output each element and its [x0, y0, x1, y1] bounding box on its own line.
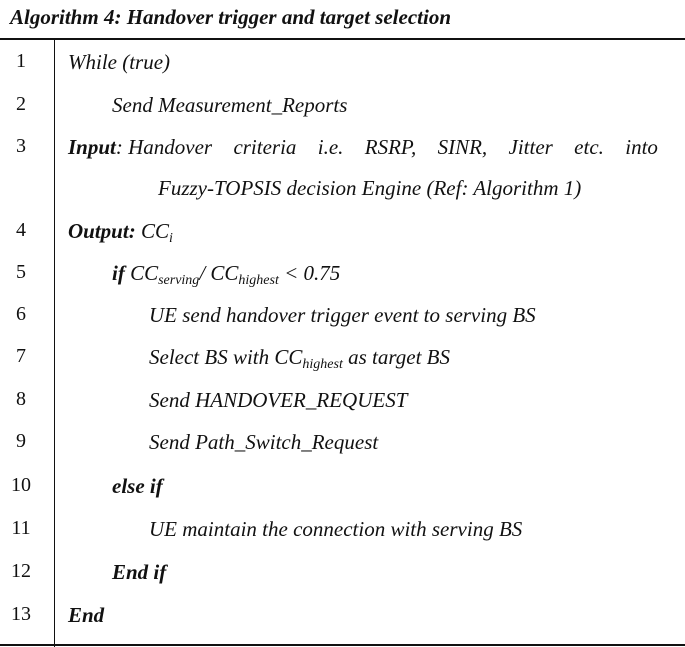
algorithm-title-row	[0, 0, 685, 40]
input-word: SINR,	[437, 135, 488, 159]
cc-subscript: i	[168, 231, 173, 246]
line-number: 6	[16, 303, 26, 325]
input-word: etc.	[574, 135, 604, 159]
algorithm-line-7	[0, 345, 685, 375]
line-text-continuation: Fuzzy-TOPSIS decision Engine (Ref: Algorithm 1)	[158, 176, 582, 200]
algorithm-line-10	[0, 474, 685, 504]
line-number: 12	[11, 560, 31, 582]
line-text: UE send handover trigger event to serving BS	[149, 303, 536, 327]
algorithm-line-13	[0, 603, 685, 633]
line-text: Send Path_Switch_Request	[149, 430, 379, 454]
end-keyword: End	[68, 603, 105, 627]
algorithm-line-3	[0, 135, 685, 165]
cc-symbol: CC	[210, 261, 239, 285]
algorithm-line-8	[0, 388, 685, 418]
line-number: 11	[11, 517, 31, 539]
input-word: RSRP,	[364, 135, 417, 159]
input-word: i.e.	[317, 135, 344, 159]
input-word: into	[625, 135, 658, 159]
if-keyword: if	[112, 261, 125, 285]
input-word: criteria	[233, 135, 297, 159]
line-number: 10	[11, 474, 31, 496]
line-number: 9	[16, 430, 26, 452]
line-text	[68, 135, 658, 160]
line-text: Send Measurement_Reports	[112, 93, 348, 117]
output-label: Output:	[68, 219, 136, 243]
cc-symbol: CC	[140, 219, 169, 243]
algorithm-line-1	[0, 50, 685, 80]
line-text	[112, 261, 340, 286]
else-if-keyword: else if	[112, 474, 163, 498]
input-label: Input	[68, 135, 116, 159]
algorithm-line-9	[0, 430, 685, 460]
line-number: 2	[16, 93, 26, 115]
line-text: While (true)	[68, 50, 171, 74]
algorithm-line-4	[0, 219, 685, 249]
algorithm-line-12	[0, 560, 685, 590]
cc-subscript: highest	[302, 357, 343, 372]
cc-subscript: serving	[158, 273, 200, 288]
line-number: 8	[16, 388, 26, 410]
slash: /	[199, 261, 206, 285]
line-number-divider	[54, 40, 55, 647]
algorithm-line-3-continuation	[0, 176, 685, 206]
line-text: UE maintain the connection with serving BS	[149, 517, 523, 541]
line-text: Send HANDOVER_REQUEST	[149, 388, 408, 412]
cc-symbol: CC	[130, 261, 159, 285]
line-number: 5	[16, 261, 26, 283]
input-word: Jitter	[508, 135, 553, 159]
cc-symbol: CC	[274, 345, 303, 369]
cc-subscript: highest	[238, 273, 279, 288]
input-word: : Handover	[115, 135, 213, 159]
algorithm-line-6	[0, 303, 685, 333]
line-number: 1	[16, 50, 26, 72]
text-segment: as target BS	[348, 345, 450, 369]
text-segment: Select BS with	[149, 345, 270, 369]
bottom-rule	[0, 644, 685, 646]
line-number: 13	[11, 603, 31, 625]
line-number: 3	[16, 135, 26, 157]
threshold: < 0.75	[284, 261, 341, 285]
line-text	[149, 345, 450, 370]
line-text	[68, 219, 173, 244]
algorithm-line-2	[0, 93, 685, 123]
algorithm-line-11	[0, 517, 685, 547]
end-if-keyword: End if	[112, 560, 167, 584]
line-number: 4	[16, 219, 26, 241]
algorithm-line-5	[0, 261, 685, 291]
algorithm-title: Algorithm 4: Handover trigger and target selection	[10, 5, 452, 29]
line-number: 7	[16, 345, 26, 367]
